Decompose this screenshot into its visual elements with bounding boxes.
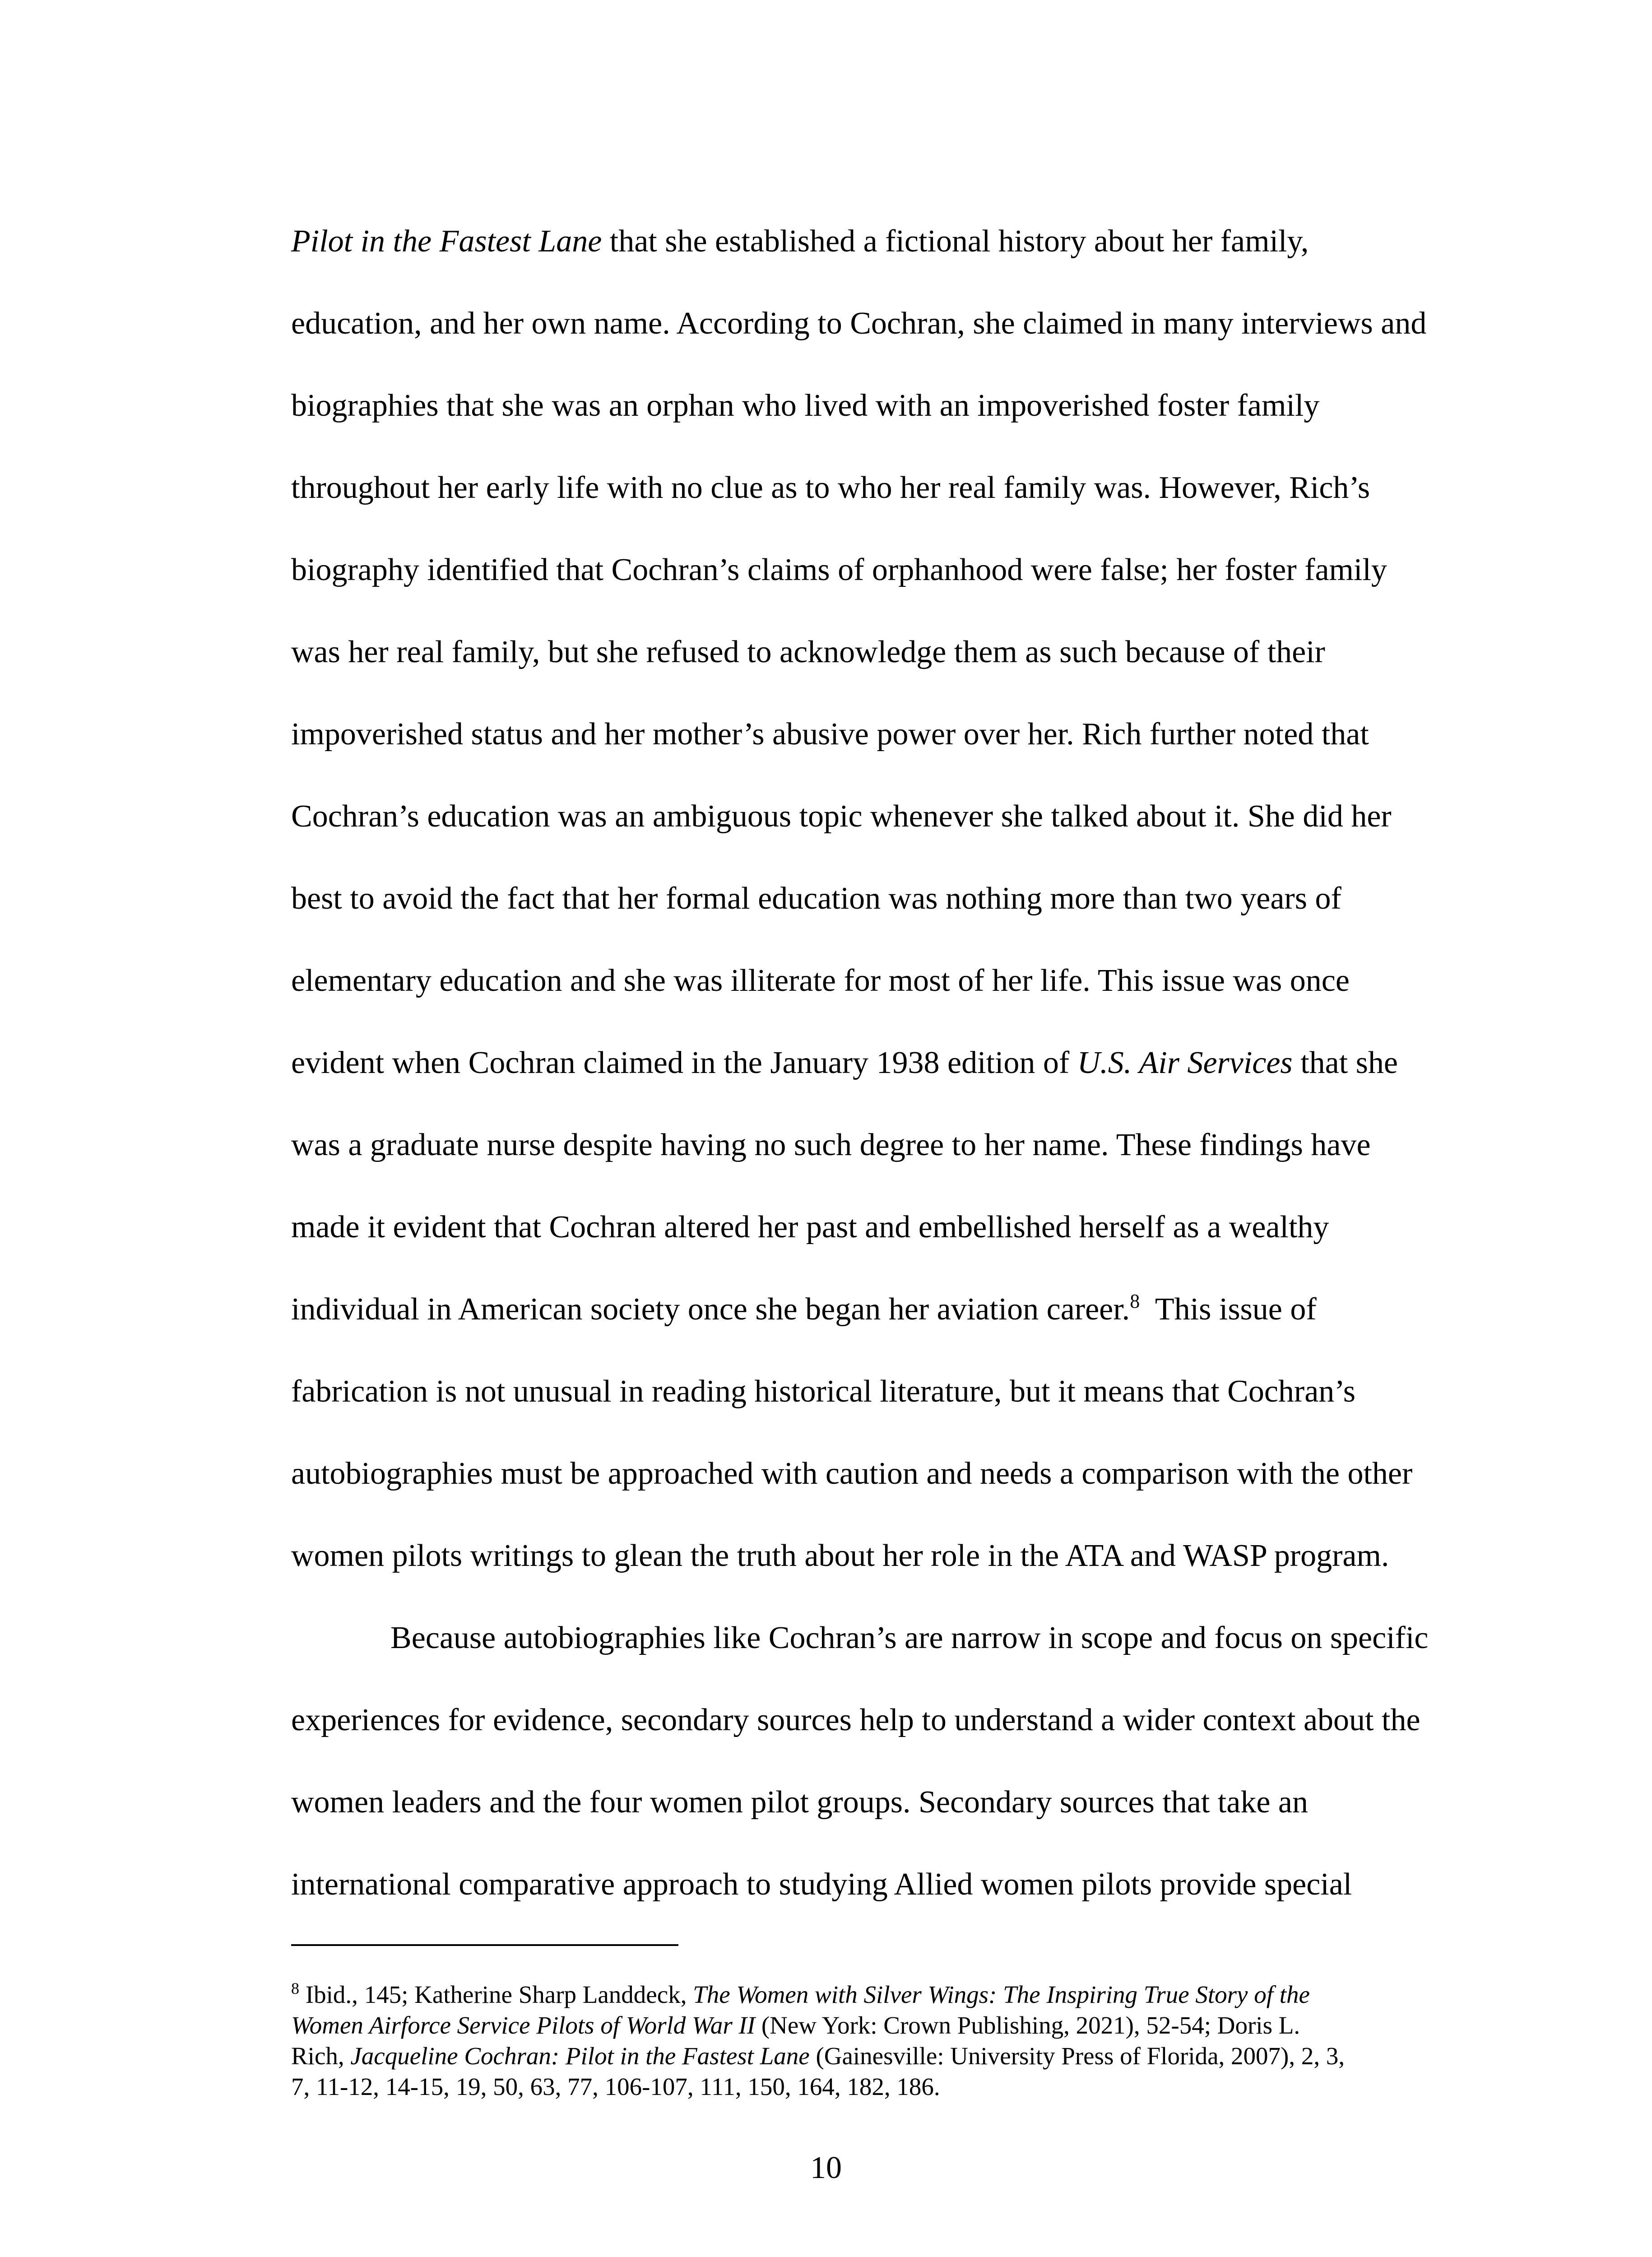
body-line-16: autobiographies must be approached with caution and needs a comparison with the other <box>291 1456 1413 1491</box>
footnote-reference[interactable]: 8 <box>1130 1290 1140 1312</box>
body-paragraphs <box>291 200 1456 1926</box>
footnote-line-1: $^8$ Ibid., 145; Katherine Sharp Landdeck, The Women with Silver Wings: The Inspiring True Story of the <box>291 1979 1310 2008</box>
body-line-6: was her real family, but she refused to acknowledge them as such because of their <box>291 635 1325 669</box>
body-line-9: best to avoid the fact that her formal education was nothing more than two years of <box>291 881 1341 916</box>
body-line-4: throughout her early life with no clue as to who her real family was. However, Rich’s <box>291 470 1370 505</box>
body-line-10: elementary education and she was illiterate for most of her life. This issue was once <box>291 963 1350 998</box>
journal-title-italic: U.S. Air Services <box>1077 1045 1293 1080</box>
body-line-15: fabrication is not unusual in reading historical literature, but it means that Cochran’s <box>291 1374 1355 1409</box>
body-line-2: education, and her own name. According to Cochran, she claimed in many interviews and <box>291 306 1427 341</box>
page-number: 10 <box>810 2150 842 2185</box>
body-line-11: evident when Cochran claimed in the January 1938 edition of U.S. Air Services that she <box>291 1045 1398 1080</box>
body-line-7: impoverished status and her mother’s abusive power over her. Rich further noted that <box>291 717 1369 752</box>
footnote-mark: 8 <box>291 1979 299 1997</box>
body-line-21: international comparative approach to studying Allied women pilots provide special <box>291 1867 1352 1902</box>
footnote-separator <box>291 1944 678 1946</box>
body-line-8: Cochran’s education was an ambiguous topic whenever she talked about it. She did her <box>291 799 1392 834</box>
body-line-12: was a graduate nurse despite having no such degree to her name. These findings have <box>291 1128 1371 1162</box>
book-title-italic: Pilot in the Fastest Lane <box>291 224 602 259</box>
body-line-17: women pilots writings to glean the truth about her role in the ATA and WASP program. <box>291 1538 1389 1573</box>
body-line-14: individual in American society once she began her aviation career.$^8$ This issue of <box>291 1290 1317 1327</box>
body-line-18-paragraph-start: Because autobiographies like Cochran’s are narrow in scope and focus on specific <box>390 1621 1429 1655</box>
body-line-19: experiences for evidence, secondary sources help to understand a wider context about the <box>291 1703 1420 1737</box>
footnote-line-3: Rich, Jacqueline Cochran: Pilot in the Fastest Lane (Gainesville: University Press of Florida, 2007), 2, 3, <box>291 2042 1345 2070</box>
body-line-20: women leaders and the four women pilot groups. Secondary sources that take an <box>291 1785 1308 1820</box>
footnote <box>291 1979 1456 2102</box>
footnote-line-2: Women Airforce Service Pilots of World War II (New York: Crown Publishing, 2021), 52-54; Doris L. <box>291 2011 1300 2039</box>
body-line-1: Pilot in the Fastest Lane that she established a fictional history about her family, <box>291 224 1309 259</box>
body-line-5: biography identified that Cochran’s claims of orphanhood were false; her foster family <box>291 553 1387 587</box>
body-line-3: biographies that she was an orphan who lived with an impoverished foster family <box>291 388 1320 423</box>
body-line-13: made it evident that Cochran altered her past and embellished herself as a wealthy <box>291 1210 1329 1245</box>
footnote-line-4: 7, 11-12, 14-15, 19, 50, 63, 77, 106-107, 111, 150, 164, 182, 186. <box>291 2073 940 2100</box>
